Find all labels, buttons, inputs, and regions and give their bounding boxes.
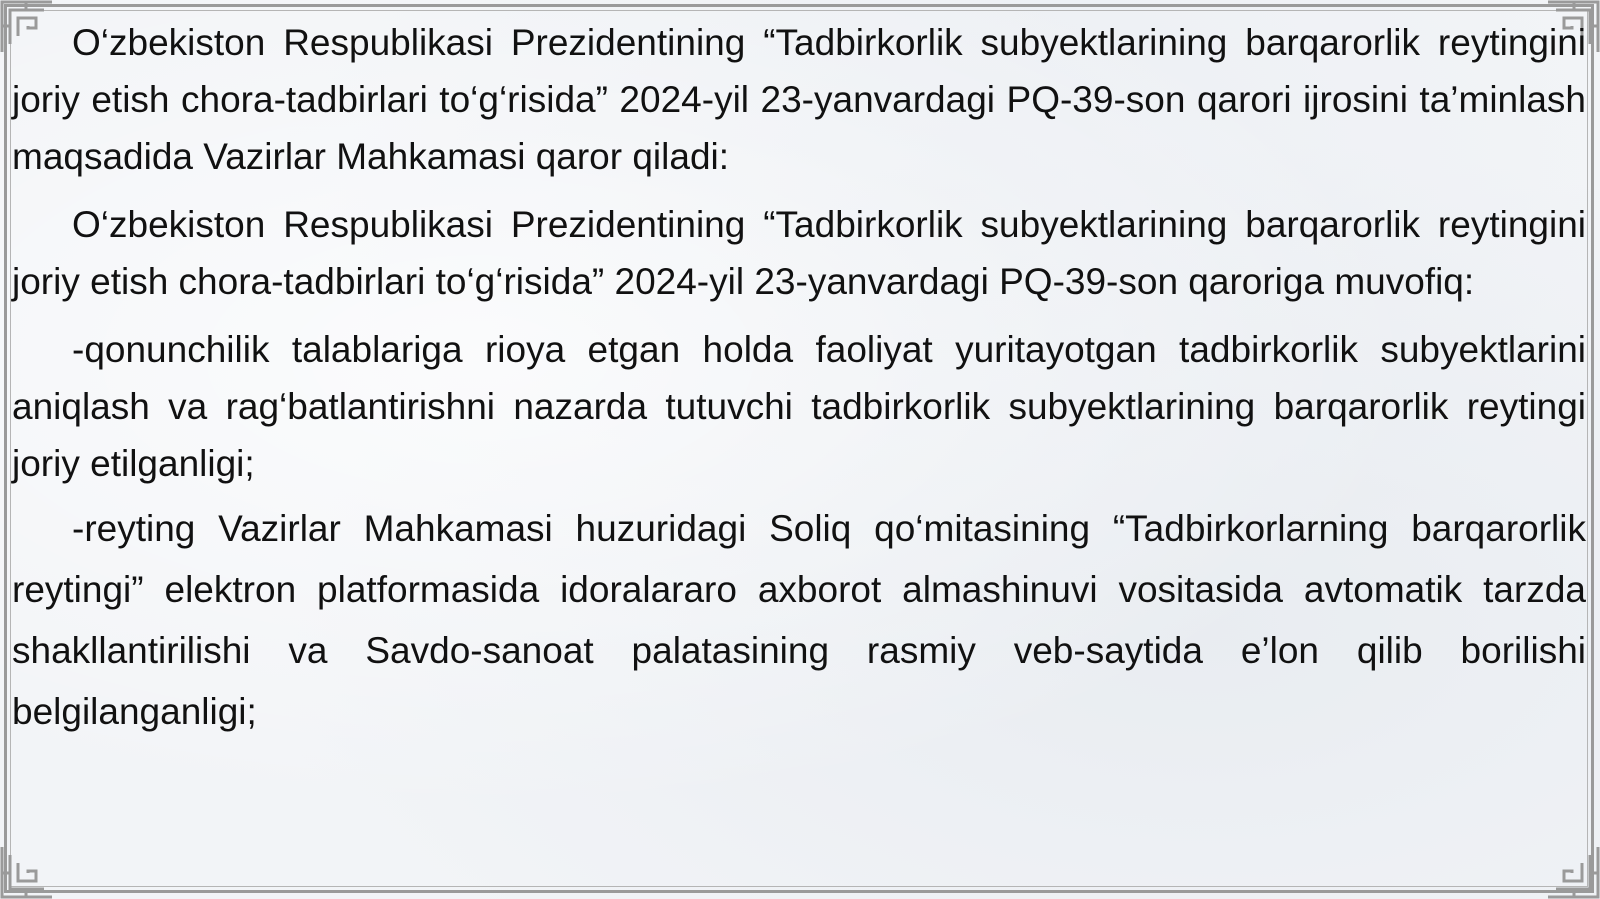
paragraph-item-rating-platform: -reyting Vazirlar Mahkamasi huzuridagi Soliq qo‘mitasining “Tadbirkorlarning barqarorlik reytingi” elektron platformasida idoralararo axborot almashinuvi vositasida avtomatik tarzda shakllantirilishi va Savdo-sanoat palatasining rasmiy veb-saytida e’lon qilib borilishi belgilanganligi; <box>12 508 1586 732</box>
paragraph-basis: O‘zbekiston Respublikasi Prezidentining “Tadbirkorlik subyektlarining barqarorlik reytingini joriy etish chora-tadbirlari to‘g‘risida” 2024-yil 23-yanvardagi PQ-39-son qaroriga muvofiq: <box>12 204 1586 302</box>
document-body <box>12 14 1586 742</box>
paragraph-preamble: O‘zbekiston Respublikasi Prezidentining “Tadbirkorlik subyektlarining barqarorlik reytingini joriy etish chora-tadbirlari to‘g‘risida” 2024-yil 23-yanvardagi PQ-39-son qarori ijrosini ta’minlash maqsadida Vazirlar Mahkamasi qaror qiladi: <box>12 22 1586 177</box>
paragraph-item-rating-introduced: -qonunchilik talablariga rioya etgan holda faoliyat yuritayotgan tadbirkorlik subyektlarini aniqlash va rag‘batlantirishni nazarda tutuvchi tadbirkorlik subyektlarining barqarorlik reytingi joriy etilganligi; <box>12 329 1586 484</box>
corner-ornament-bottom-right <box>1546 845 1600 899</box>
corner-ornament-bottom-left <box>0 845 54 899</box>
